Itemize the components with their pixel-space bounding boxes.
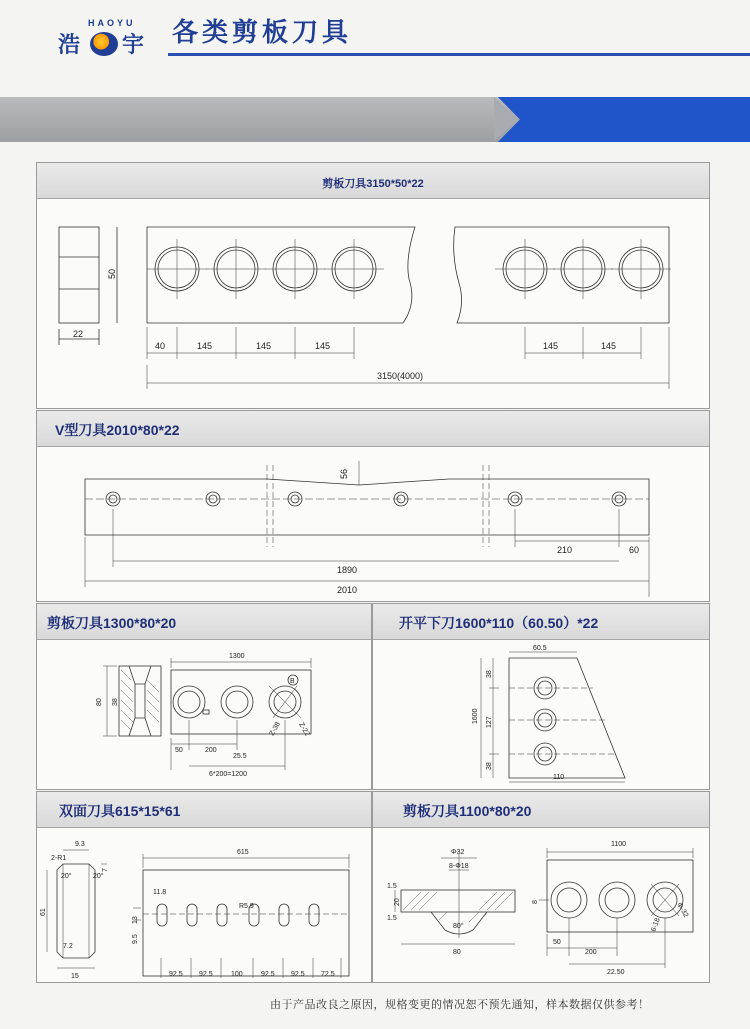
- dim-1890: 1890: [337, 565, 358, 575]
- header-banner: [0, 97, 750, 142]
- panel-header: [37, 411, 709, 447]
- panel-header: [373, 792, 709, 828]
- dim-6-18: 6-18: [650, 917, 662, 933]
- dim-z22: Z-22: [297, 721, 311, 738]
- drawing-blade-3150: [37, 199, 709, 409]
- panel-title: 剪板刀具3150*50*22: [322, 178, 424, 190]
- dim-61: 61: [40, 908, 47, 916]
- panel-header: [37, 163, 709, 199]
- dim-80: 80: [453, 949, 461, 956]
- dim-8: 8: [532, 900, 539, 904]
- panel-blade-1100: [372, 791, 710, 983]
- dim-40: 40: [155, 341, 166, 351]
- dim-8-phi18: 8-Φ18: [449, 863, 469, 870]
- dim-615: 615: [237, 849, 249, 856]
- dim-2010: 2010: [337, 585, 358, 595]
- dim-spacing-92-5-a: 92.5: [169, 971, 183, 978]
- page-title: 各类剪板刀具: [172, 17, 353, 47]
- panel-blade-3150: [36, 162, 710, 409]
- panel-v-blade-2010: [36, 410, 710, 602]
- panel-title: 剪板刀具1100*80*20: [403, 803, 532, 819]
- dim-145-b: 145: [256, 341, 272, 351]
- panel-title: 剪板刀具1300*80*20: [47, 615, 177, 631]
- panel-title: 双面刀具615*15*61: [59, 803, 181, 819]
- drawing-double-blade-615: [37, 828, 371, 983]
- dim-38-bottom: 38: [486, 762, 493, 770]
- globe-icon: [90, 32, 118, 56]
- dim-total-length: 3150(4000): [377, 371, 424, 381]
- title-underline: [168, 53, 750, 56]
- dim-2-r1: 2-R1: [51, 855, 67, 862]
- logo-english-text: HAOYU: [88, 18, 136, 28]
- dim-7-2: 7.2: [63, 943, 73, 950]
- dim-1-5-bottom: 1.5: [387, 915, 397, 922]
- dim-127: 127: [486, 716, 493, 728]
- drawing-lower-blade-1600: [373, 640, 709, 790]
- dim-1100: 1100: [611, 841, 627, 848]
- drawing-blade-1300: [37, 640, 371, 790]
- dim-80: 80: [96, 698, 103, 706]
- dim-38-top: 38: [486, 670, 493, 678]
- panel-header: [37, 792, 371, 828]
- dim-110: 110: [553, 774, 565, 781]
- dim-145-e: 145: [601, 341, 617, 351]
- dim-spacing-92-5-d: 92.5: [291, 971, 305, 978]
- logo-char-left: 浩: [58, 32, 81, 58]
- dim-13: 13: [132, 916, 139, 924]
- dim-60: 60: [629, 545, 640, 555]
- brand-logo: [58, 18, 158, 60]
- dim-11-8: 11.8: [153, 889, 167, 896]
- dim-1-5-top: 1.5: [387, 883, 397, 890]
- dim-15: 15: [71, 973, 79, 980]
- panel-title: 开平下刀1600*110（60.50）*22: [399, 615, 599, 631]
- dim-spacing-72-5: 72.5: [321, 971, 335, 978]
- dim-20: 20: [394, 898, 401, 906]
- dim-1600: 1600: [472, 708, 479, 724]
- dim-angle-20-right: 20°: [93, 873, 104, 880]
- dim-1300: 1300: [229, 653, 245, 660]
- dim-56: 56: [339, 468, 349, 479]
- panel-lower-blade-1600: [372, 603, 710, 790]
- panel-double-blade-615: [36, 791, 372, 983]
- dim-spacing-100: 100: [231, 971, 243, 978]
- panel-header: [37, 604, 371, 640]
- dim-60-5: 60.5: [533, 645, 547, 652]
- dim-9-3: 9.3: [75, 841, 85, 848]
- dim-spacing-92-5-c: 92.5: [261, 971, 275, 978]
- dim-phi32: Φ32: [451, 849, 465, 856]
- dim-22-50: 22.50: [607, 969, 625, 976]
- dim-b: B: [290, 678, 295, 685]
- panel-header: [373, 604, 709, 640]
- dim-angle-80: 80°: [453, 923, 464, 930]
- dim-50: 50: [553, 939, 561, 946]
- panel-blade-1300: [36, 603, 372, 790]
- footer-disclaimer: 由于产品改良之原因，规格变更的情况恕不预先通知，样本数据仅供参考！: [270, 999, 650, 1011]
- drawing-blade-1100: [373, 828, 709, 983]
- dim-210: 210: [557, 545, 573, 555]
- dim-145-d: 145: [543, 341, 559, 351]
- dim-r5-9: R5.9: [239, 903, 254, 910]
- drawing-v-blade-2010: [37, 447, 709, 602]
- dim-50: 50: [175, 747, 183, 754]
- dim-spacing-92-5-b: 92.5: [199, 971, 213, 978]
- dim-6x200: 6*200=1200: [209, 771, 247, 778]
- dim-25-5: 25.5: [233, 753, 247, 760]
- banner-grey-bar: [0, 97, 520, 142]
- dim-angle-20-left: 20°: [61, 873, 72, 880]
- logo-char-right: 宇: [122, 32, 145, 58]
- dim-145-a: 145: [197, 341, 213, 351]
- dim-200: 200: [205, 747, 217, 754]
- dim-7: 7: [102, 868, 109, 872]
- dim-38: 38: [112, 698, 119, 706]
- dim-9-5: 9.5: [132, 934, 139, 944]
- dim-200: 200: [585, 949, 597, 956]
- dim-145-c: 145: [315, 341, 331, 351]
- dim-width-22: 22: [73, 329, 84, 339]
- dim-height-50: 50: [107, 268, 117, 279]
- dim-phi-32: Φ-32: [675, 901, 690, 919]
- panel-title: V型刀具2010*80*22: [55, 422, 180, 438]
- dim-z38: Z-38: [268, 721, 282, 737]
